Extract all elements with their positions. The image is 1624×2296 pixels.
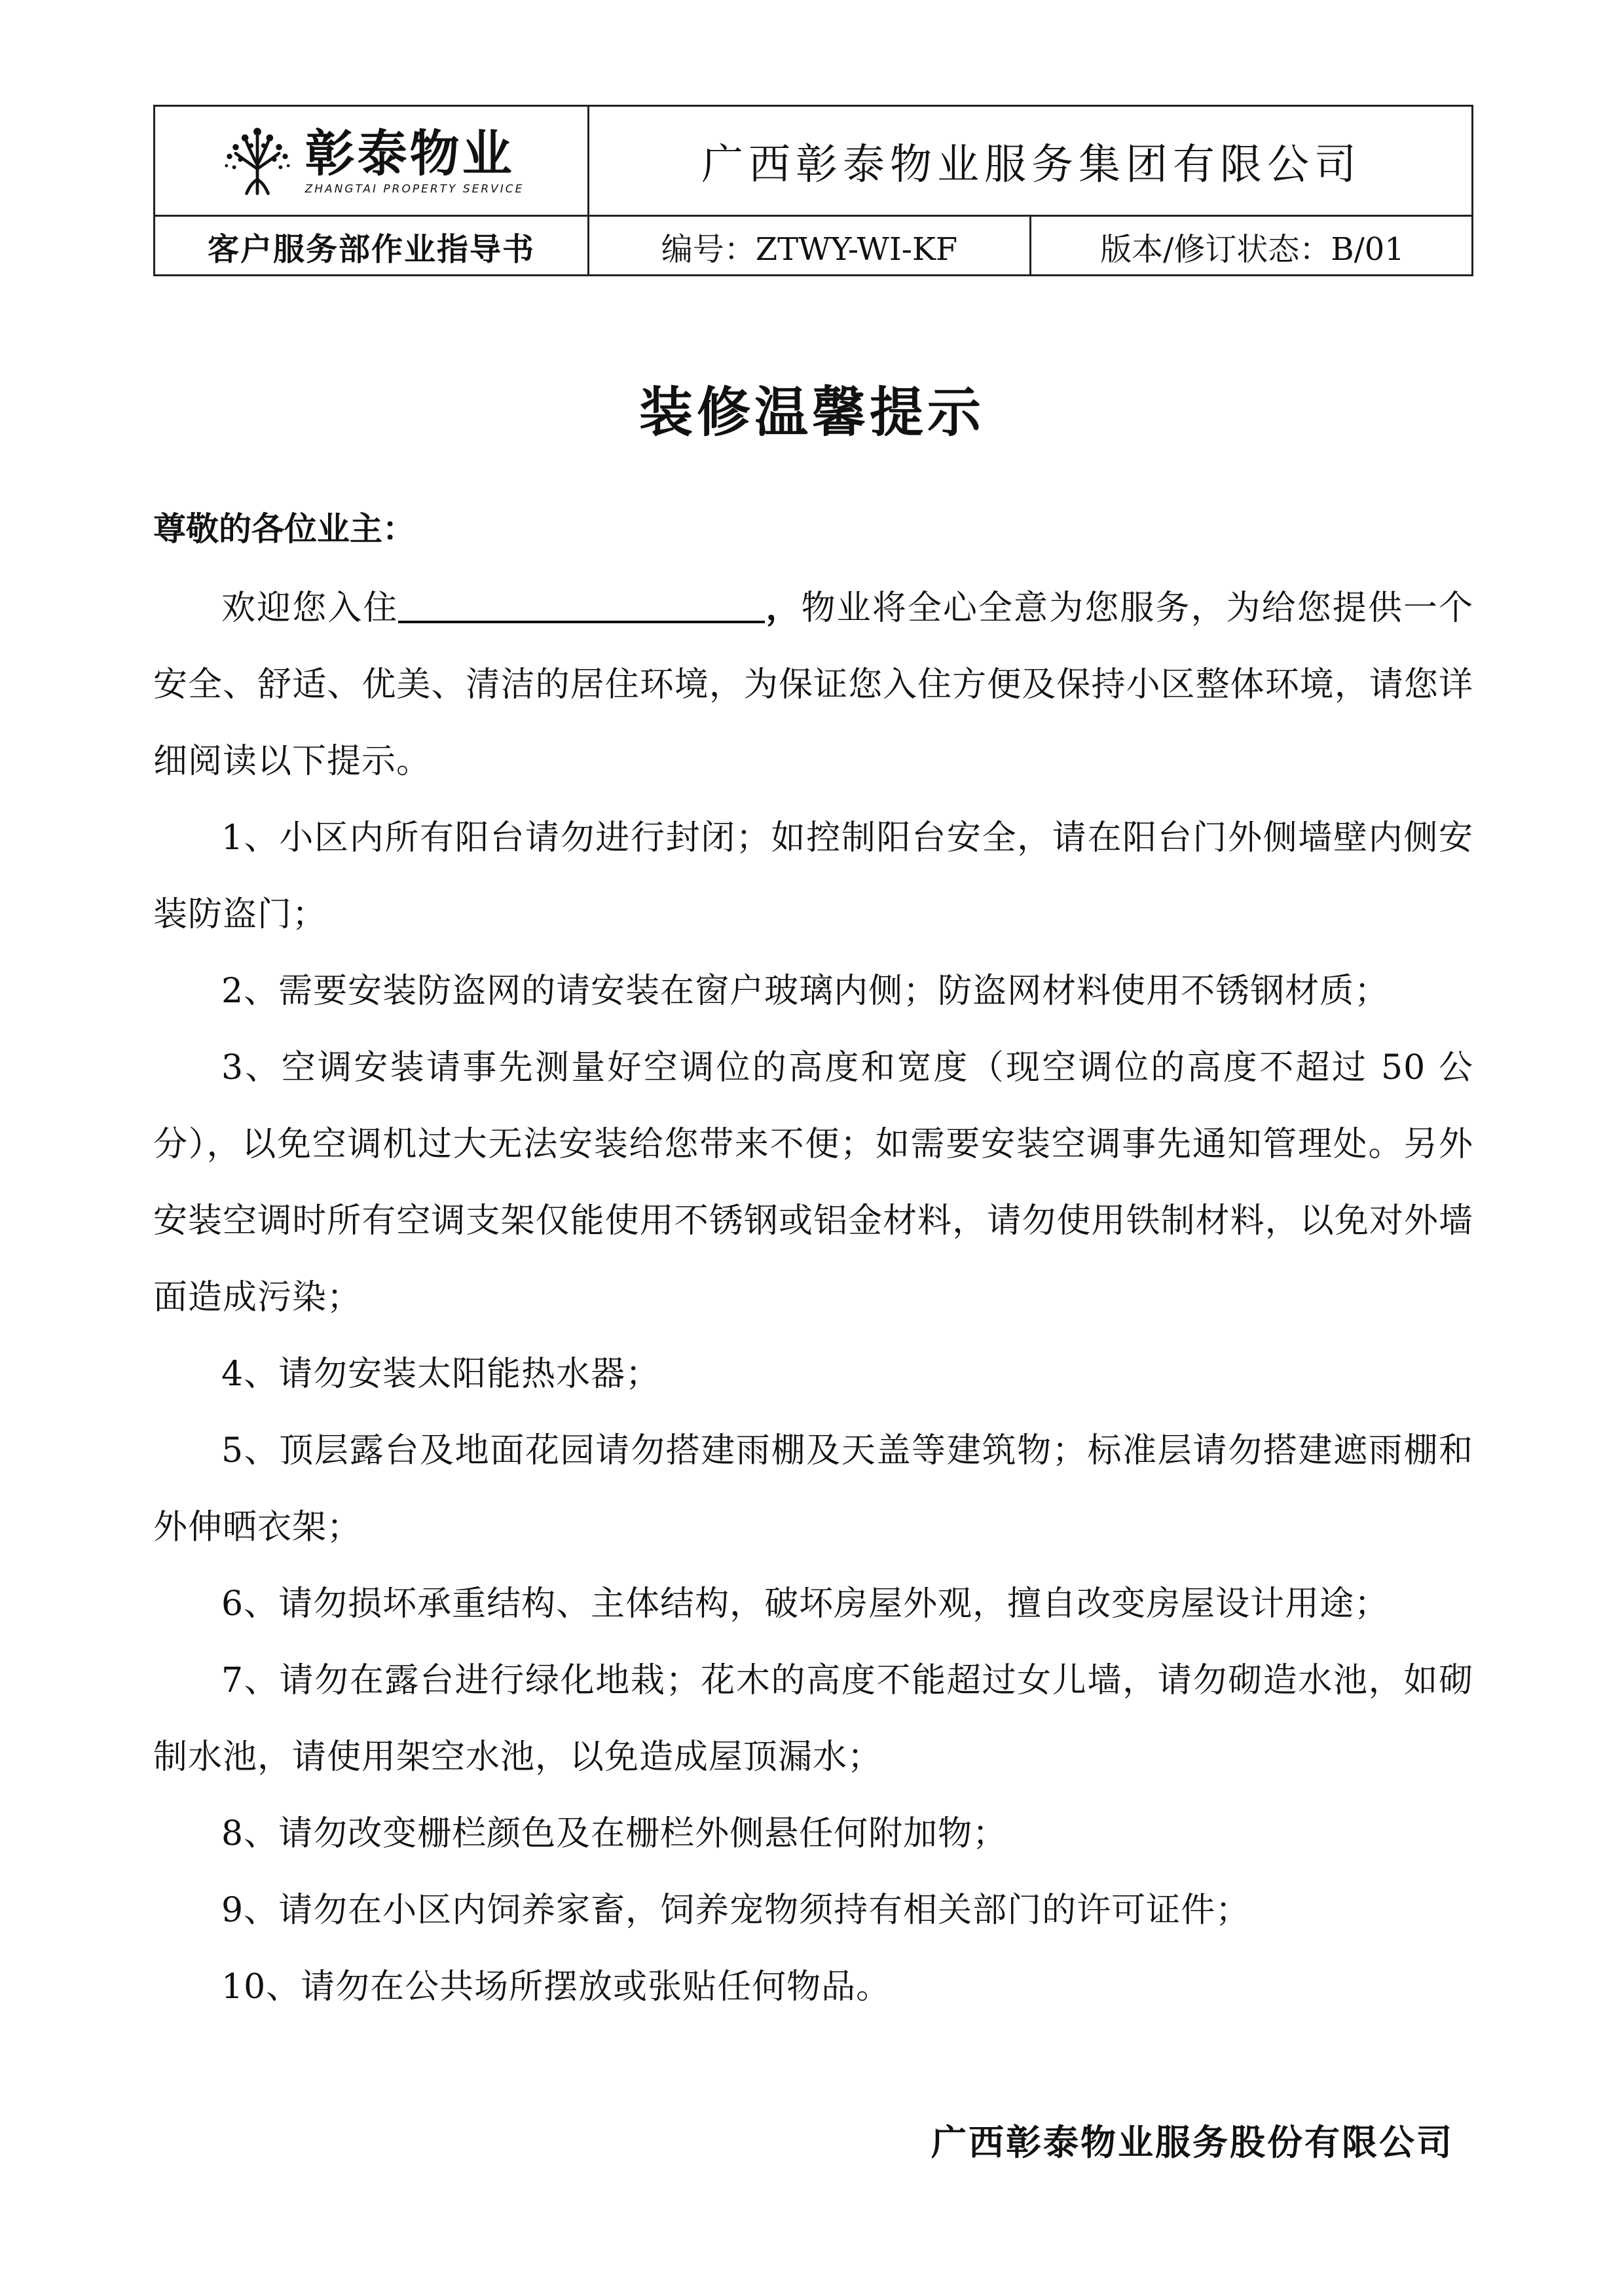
intro-comma: ， [765,588,802,628]
notice-item-5: 5、顶层露台及地面花园请勿搭建雨棚及天盖等建筑物；标准层请勿搭建遮雨棚和外伸晒衣架； [153,1431,1473,1547]
signature: 广西彰泰物业服务股份有限公司 [931,2122,1454,2163]
document-header-table [153,105,1473,276]
notice-item-6: 6、请勿损坏承重结构、主体结构，破坏房屋外观，擅自改变房屋设计用途； [221,1584,1390,1624]
notice-item-2: 2、需要安装防盗网的请安装在窗户玻璃内侧；防盗网材料使用不锈钢材质； [221,972,1390,1011]
greeting: 尊敬的各位业主： [153,510,415,548]
notice-item-3: 3、空调安装请事先测量好空调位的高度和宽度（现空调位的高度不超过 50 公分），以免空调机过大无法安装给您带来不便；如需要安装空调事先通知管理处。另外安装空调时所有空调支架仅能使用不锈钢或铝金材料，请勿使用铁制材料，以免对外墙面造成污染； [153,1048,1473,1317]
notice-item-10: 10、请勿在公共场所摆放或张贴任何物品。 [221,1967,891,2007]
notice-item-8: 8、请勿改变栅栏颜色及在栅栏外侧悬任何附加物； [221,1814,1008,1853]
notice-item-4: 4、请勿安装太阳能热水器； [221,1355,661,1394]
document-code: 编号：ZTWY-WI-KF [661,231,958,268]
notice-item-9: 9、请勿在小区内饲养家畜，饲养宠物须持有相关部门的许可证件； [221,1891,1251,1930]
department-doc-title: 客户服务部作业指导书 [207,231,535,268]
logo-name-en: ZHANGTAI PROPERTY SERVICE [304,182,525,196]
notice-item-7: 7、请勿在露台进行绿化地栽；花木的高度不能超过女儿墙，请勿砌造水池，如砌制水池，请使用架空水池，以免造成屋顶漏水； [153,1661,1473,1777]
company-logo [219,122,525,200]
intro-rest: 物业将全心全意为您服务，为给您提供一个安全、舒适、优美、清洁的居住环境，为保证您入住方便及保持小区整体环境，请您详细阅读以下提示。 [153,589,1473,781]
company-name: 广西彰泰物业服务集团有限公司 [701,140,1361,189]
tree-people-icon [219,122,296,200]
notice-body [153,570,1473,2026]
logo-cell [155,107,587,215]
community-name-blank [398,587,765,623]
document-version: 版本/修订状态：B/01 [1100,231,1405,268]
page-title: 装修温馨提示 [638,382,985,444]
intro-paragraph [153,570,1473,800]
notice-item-1: 1、小区内所有阳台请勿进行封闭；如控制阳台安全，请在阳台门外侧墙壁内侧安装防盗门； [153,818,1473,934]
intro-before-blank: 欢迎您入住 [221,589,399,628]
logo-name-cn: 彰泰物业 [304,124,515,183]
